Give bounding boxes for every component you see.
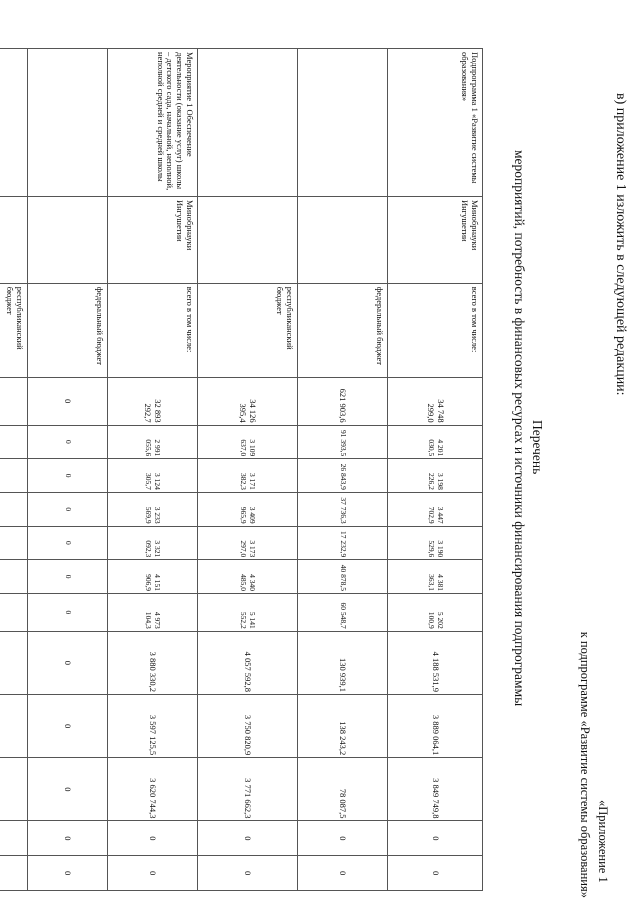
amount-cell: 0 — [108, 856, 198, 891]
amount-cell: 0 — [298, 821, 388, 856]
amount-cell — [0, 631, 28, 694]
amount-cell: 5 141 552,2 — [198, 593, 298, 631]
amount-cell: 4 973 104,3 — [108, 593, 198, 631]
amount-cell: 3 198 226,2 — [388, 459, 483, 493]
amount-cell — [0, 856, 28, 891]
funding-source-cell: федеральный бюджет — [28, 283, 108, 377]
amount-cell: 0 — [28, 593, 108, 631]
amount-cell: 34 126 395,4 — [198, 377, 298, 425]
amount-cell — [0, 821, 28, 856]
executor-cell: Минобрнауки Ингушетии — [388, 196, 483, 283]
instruction-text: в) приложение 1 изложить в следующей редакции: — [613, 93, 628, 396]
amount-cell: 0 — [28, 694, 108, 757]
executor-cell — [298, 196, 388, 283]
amount-cell: 0 — [108, 821, 198, 856]
amount-cell: 3 889 064,1 — [388, 694, 483, 757]
amount-cell: 3 233 569,9 — [108, 492, 198, 526]
executor-cell — [198, 196, 298, 283]
amount-cell: 3 171 382,3 — [198, 459, 298, 493]
financing-table — [0, 48, 483, 891]
executor-cell: Минобрнауки Ингушетии — [108, 196, 198, 283]
amount-cell: 0 — [28, 560, 108, 594]
amount-cell — [0, 526, 28, 560]
appendix-subprogram-label: к подпрограмме «Развитие системы образования» — [578, 631, 592, 898]
amount-cell: 4 340 485,0 — [198, 560, 298, 594]
funding-source-cell: республиканский бюджет — [198, 283, 298, 377]
amount-cell: 3 771 662,3 — [198, 758, 298, 821]
amount-cell — [0, 593, 28, 631]
amount-cell: 32 893 292,7 — [108, 377, 198, 425]
measure-name-cell — [298, 49, 388, 197]
amount-cell: 0 — [28, 425, 108, 459]
amount-cell: 91 393,5 — [298, 425, 388, 459]
amount-cell: 34 748 299,0 — [388, 377, 483, 425]
amount-cell: 0 — [198, 856, 298, 891]
amount-cell: 40 878,5 — [298, 560, 388, 594]
amount-cell: 3 173 297,0 — [198, 526, 298, 560]
amount-cell: 3 321 092,3 — [108, 526, 198, 560]
amount-cell — [0, 377, 28, 425]
table-row — [198, 49, 298, 891]
table-row — [298, 49, 388, 891]
funding-source-cell: федеральный бюджет — [298, 283, 388, 377]
amount-cell: 0 — [28, 492, 108, 526]
table-row — [28, 49, 108, 891]
amount-cell — [0, 560, 28, 594]
table-row — [388, 49, 483, 891]
table-row — [108, 49, 198, 891]
amount-cell: 4 057 592,8 — [198, 631, 298, 694]
amount-cell: 3 409 965,9 — [198, 492, 298, 526]
document-subtitle: мероприятий, потребность в финансовых ресурсах и источники финансирования подпрограммы — [512, 150, 527, 707]
amount-cell: 0 — [388, 856, 483, 891]
amount-cell: 0 — [388, 821, 483, 856]
amount-cell: 5 202 100,9 — [388, 593, 483, 631]
amount-cell: 78 087,5 — [298, 758, 388, 821]
amount-cell: 60 548,7 — [298, 593, 388, 631]
executor-cell — [0, 196, 28, 283]
amount-cell: 17 232,9 — [298, 526, 388, 560]
amount-cell: 4 201 030,5 — [388, 425, 483, 459]
amount-cell: 3 124 305,7 — [108, 459, 198, 493]
document-title: Перечень — [530, 420, 545, 475]
amount-cell: 0 — [198, 821, 298, 856]
measure-name-cell — [28, 49, 108, 197]
amount-cell: 4 188 531,9 — [388, 631, 483, 694]
measure-name-cell: Мероприятие 1 Обеспечение деятельности (оказание услуг) школы – детского сада, начальной, неполной, неполной средней и средней школы — [108, 49, 198, 197]
amount-cell: 0 — [28, 631, 108, 694]
amount-cell: 138 243,2 — [298, 694, 388, 757]
amount-cell: 3 190 529,6 — [388, 526, 483, 560]
amount-cell: 130 939,1 — [298, 631, 388, 694]
amount-cell: 0 — [298, 856, 388, 891]
amount-cell — [0, 758, 28, 821]
funding-source-cell: республиканский бюджет — [0, 283, 28, 377]
amount-cell: 3 750 820,9 — [198, 694, 298, 757]
amount-cell: 3 849 749,8 — [388, 758, 483, 821]
measure-name-cell — [198, 49, 298, 197]
amount-cell: 26 843,9 — [298, 459, 388, 493]
amount-cell: 3 880 330,2 — [108, 631, 198, 694]
amount-cell: 2 991 055,6 — [108, 425, 198, 459]
appendix-label: «Приложение 1 — [596, 800, 610, 883]
executor-cell — [28, 196, 108, 283]
amount-cell — [0, 459, 28, 493]
amount-cell: 0 — [28, 526, 108, 560]
amount-cell: 621 903,6 — [298, 377, 388, 425]
measure-name-cell — [0, 49, 28, 197]
measure-name-cell: Подпрограмма 1 «Развитие системы образования» — [388, 49, 483, 197]
amount-cell: 0 — [28, 377, 108, 425]
amount-cell: 4 151 906,9 — [108, 560, 198, 594]
amount-cell: 0 — [28, 856, 108, 891]
amount-cell: 0 — [28, 459, 108, 493]
amount-cell: 37 736,3 — [298, 492, 388, 526]
amount-cell: 3 447 702,9 — [388, 492, 483, 526]
table-row — [0, 49, 28, 891]
funding-source-cell: всего в том числе: — [388, 283, 483, 377]
amount-cell — [0, 492, 28, 526]
amount-cell: 3 620 744,3 — [108, 758, 198, 821]
amount-cell: 3 597 125,5 — [108, 694, 198, 757]
amount-cell: 0 — [28, 758, 108, 821]
funding-source-cell: всего в том числе: — [108, 283, 198, 377]
amount-cell: 4 381 363,1 — [388, 560, 483, 594]
amount-cell — [0, 694, 28, 757]
amount-cell: 0 — [28, 821, 108, 856]
amount-cell: 3 109 637,0 — [198, 425, 298, 459]
amount-cell — [0, 425, 28, 459]
